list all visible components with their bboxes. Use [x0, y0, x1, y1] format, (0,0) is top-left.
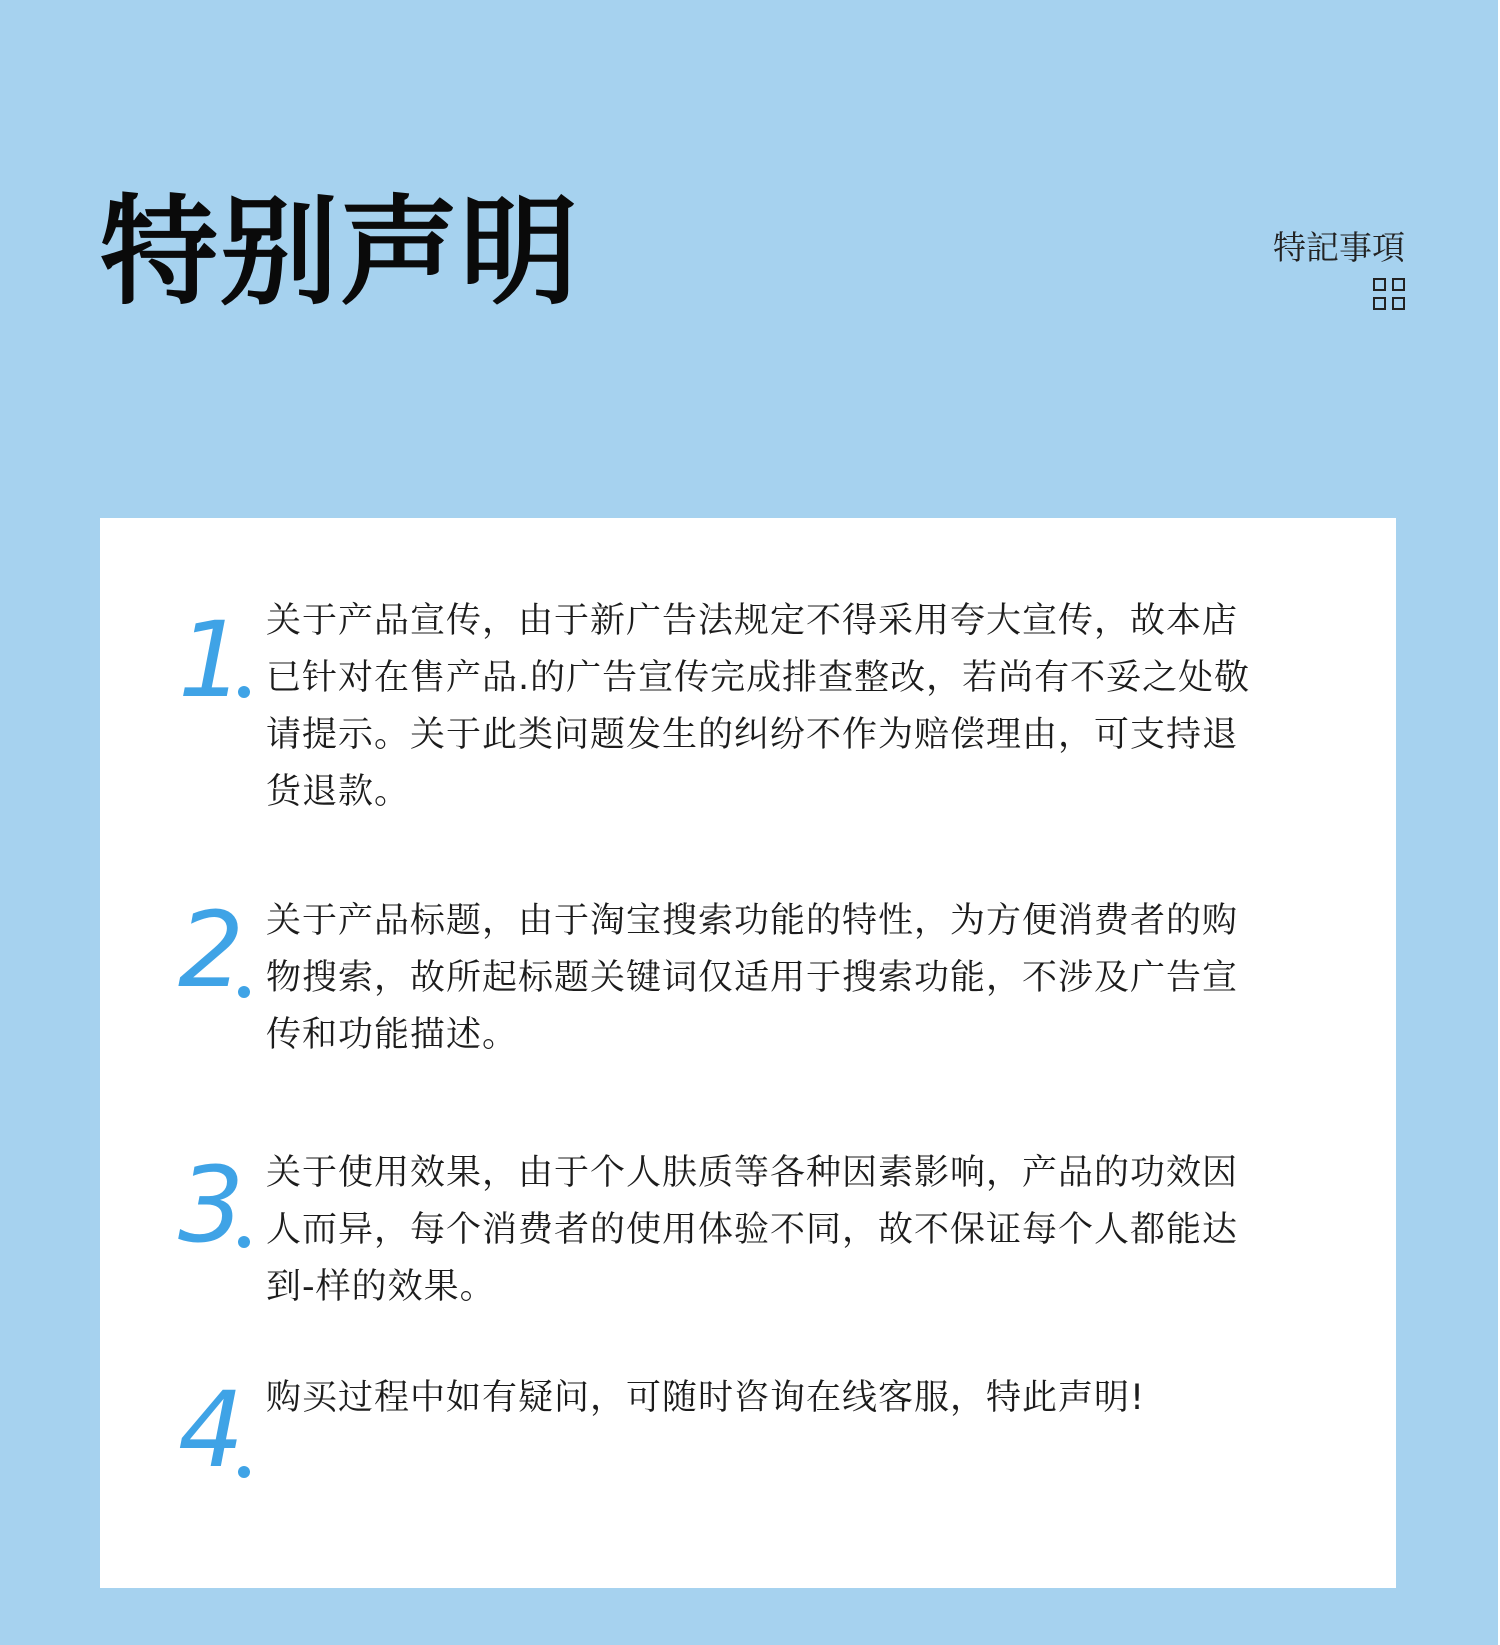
- item-number-4: 4: [178, 1369, 239, 1491]
- item-number-2: 2: [178, 889, 239, 1011]
- side-label: [1265, 228, 1405, 310]
- item-number-dot-icon: [238, 686, 250, 698]
- grid-icon-cell: [1392, 278, 1405, 291]
- grid-icon: [1373, 278, 1405, 310]
- item-number-3: 3: [178, 1144, 239, 1266]
- item-number-dot-icon: [238, 986, 250, 998]
- item-text-1: 关于产品宣传，由于新广告法规定不得采用夸大宣传，故本店已针对在售产品.的广告宣传完成排查整改，若尚有不妥之处敬请提示。关于此类问题发生的纠纷不作为赔偿理由，可支持退货退款。: [266, 601, 1251, 812]
- item-text-4: 购买过程中如有疑问，可随时咨询在线客服，特此声明!: [266, 1378, 1146, 1418]
- item-number-dot-icon: [238, 1466, 250, 1478]
- side-label-text: 特記事項: [1273, 228, 1405, 267]
- item-text-2: 关于产品标题，由于淘宝搜索功能的特性，为方便消费者的购物搜索，故所起标题关键词仅适用于搜索功能，不涉及广告宣传和功能描述。: [266, 901, 1239, 1055]
- grid-icon-cell: [1373, 297, 1386, 310]
- page-title: 特别声明: [100, 183, 581, 321]
- item-text-3: 关于使用效果，由于个人肤质等各种因素影响，产品的功效因人而异，每个消费者的使用体验不同，故不保证每个人都能达到-样的效果。: [266, 1153, 1239, 1307]
- grid-icon-cell: [1392, 297, 1405, 310]
- grid-icon-cell: [1373, 278, 1386, 291]
- item-number-dot-icon: [238, 1236, 250, 1248]
- statement-card: [100, 518, 1396, 1588]
- item-number-1: 1: [178, 599, 239, 721]
